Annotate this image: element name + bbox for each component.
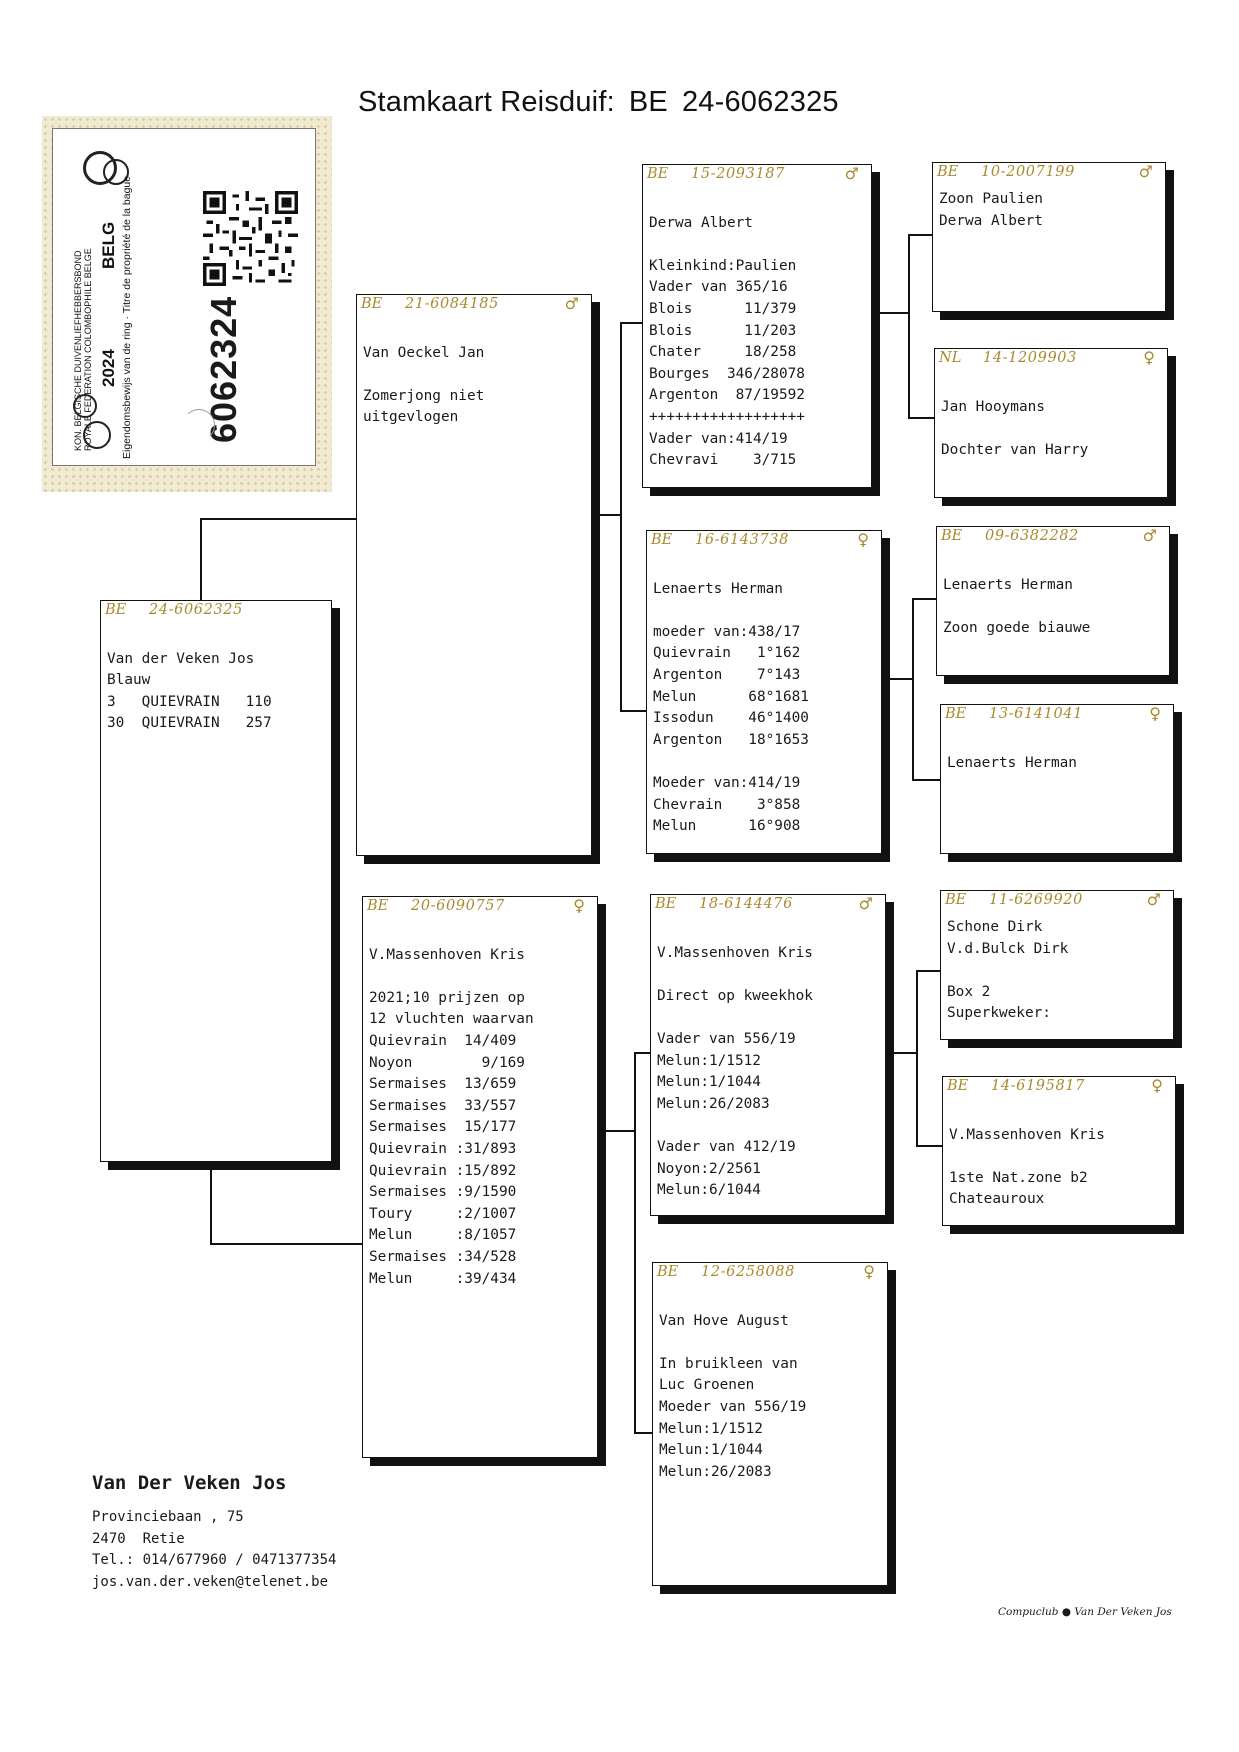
pigeon-note-line: Superkweker:	[947, 1005, 1051, 1022]
connector-line	[620, 710, 646, 712]
pigeon-note-line	[659, 1289, 881, 1311]
pigeon-card-fmf[interactable]	[936, 526, 1170, 676]
pigeon-sex-icon: ♂	[1146, 890, 1161, 909]
pigeon-note-line: Melun :8/1057	[369, 1227, 517, 1244]
pigeon-note-line: Melun :39/434	[369, 1270, 517, 1287]
pigeon-note-line	[949, 1146, 1169, 1168]
pigeon-note-line	[947, 731, 1167, 753]
federation-name-nl: KON. BELGISCHE DUIVENLIEFHEBBERSBOND	[73, 250, 83, 451]
connector-line	[620, 322, 622, 711]
ring-ownership-card	[42, 116, 332, 492]
pigeon-notes	[653, 1285, 887, 1483]
pigeon-ring-number: 14-1209903	[983, 350, 1077, 366]
globe-icon	[103, 159, 129, 185]
pigeon-notes	[647, 553, 881, 838]
pigeon-card-mff[interactable]	[940, 890, 1174, 1040]
pigeon-note-line: Bourges 346/28078	[649, 365, 805, 382]
pigeon-note-line: Vader van:414/19	[649, 430, 788, 447]
pigeon-note-line	[941, 418, 1161, 440]
pigeon-note-line	[657, 1115, 879, 1137]
pigeon-header	[943, 1077, 1175, 1099]
bird-logo-icon	[83, 421, 111, 449]
connector-line	[912, 598, 914, 780]
pigeon-note-line: Blauw	[107, 672, 151, 689]
pigeon-ring-number: 11-6269920	[989, 892, 1083, 908]
pigeon-note-line: Kleinkind:Paulien	[649, 257, 797, 274]
pigeon-ring-number: 24-6062325	[149, 602, 243, 618]
pigeon-note-line: Blois 11/379	[649, 300, 797, 317]
pigeon-notes	[937, 549, 1169, 639]
pigeon-card-mother-father[interactable]	[650, 894, 886, 1216]
pigeon-notes	[941, 727, 1173, 774]
pigeon-note-line: Van der Veken Jos	[107, 650, 255, 667]
pigeon-ring-number: 21-6084185	[405, 296, 499, 312]
pigeon-country: BE	[105, 602, 127, 618]
pigeon-notes	[363, 919, 597, 1290]
pigeon-header	[937, 527, 1169, 549]
connector-line	[634, 1052, 636, 1432]
pigeon-note-line: 3 QUIEVRAIN 110	[107, 693, 272, 710]
connector-line	[880, 312, 910, 314]
pigeon-notes	[643, 187, 871, 472]
pigeon-note-line: Vader van 412/19	[657, 1138, 796, 1155]
pigeon-note-line: Dochter van Harry	[941, 441, 1089, 458]
title-ring: 24-6062325	[681, 86, 839, 118]
pigeon-card-mfm[interactable]	[942, 1076, 1176, 1226]
pigeon-note-line: Chater 18/258	[649, 344, 797, 361]
pigeon-ring-number: 13-6141041	[989, 706, 1083, 722]
pigeon-sex-icon: ♂	[1138, 162, 1153, 181]
pigeon-note-line: Jan Hooymans	[941, 398, 1045, 415]
pigeon-note-line: Luc Groenen	[659, 1377, 755, 1394]
pigeon-note-line: Derwa Albert	[939, 212, 1043, 229]
pigeon-note-line: Zomerjong niet	[363, 387, 485, 404]
pigeon-sex-icon: ♂	[858, 894, 873, 913]
pigeon-sex-icon: ♀	[1151, 1076, 1163, 1095]
pigeon-note-line: Quievrain 14/409	[369, 1032, 517, 1049]
pigeon-note-line: Lenaerts Herman	[943, 576, 1073, 593]
pigeon-notes	[941, 913, 1173, 1025]
pigeon-note-line	[657, 964, 879, 986]
pigeon-sex-icon: ♀	[857, 530, 869, 549]
qr-code-icon	[203, 191, 298, 286]
pigeon-note-line: Argenton 7°143	[653, 666, 801, 683]
pigeon-note-line: V.Massenhoven Kris	[369, 946, 525, 963]
pigeon-note-line: Moeder van 556/19	[659, 1398, 807, 1415]
connector-line	[210, 1243, 362, 1245]
pigeon-note-line: Quievrain 1°162	[653, 645, 801, 662]
pigeon-country: BE	[655, 896, 677, 912]
pigeon-note-line	[369, 923, 591, 945]
pigeon-note-line: Vader van 365/16	[649, 279, 788, 296]
ring-country: BELG	[99, 221, 118, 269]
pigeon-note-line: Zoon goede biauwe	[943, 619, 1091, 636]
pigeon-note-line: Toury :2/1007	[369, 1205, 517, 1222]
pigeon-note-line: In bruikleen van	[659, 1355, 798, 1372]
pigeon-header	[357, 295, 591, 317]
pigeon-note-line: Zoon Paulien	[939, 191, 1043, 207]
pigeon-card-fmm[interactable]	[940, 704, 1174, 854]
pigeon-country: BE	[651, 532, 673, 548]
pigeon-header	[941, 891, 1173, 913]
pigeon-note-line	[943, 553, 1163, 575]
pigeon-country: BE	[947, 1078, 969, 1094]
pigeon-ring-number: 15-2093187	[691, 166, 785, 182]
pigeon-notes	[933, 185, 1165, 232]
pigeon-sex-icon: ♂	[1142, 526, 1157, 545]
pigeon-country: BE	[945, 706, 967, 722]
pigeon-header	[933, 163, 1165, 185]
pigeon-card-father[interactable]	[356, 294, 592, 856]
pigeon-note-line: Melun 68°1681	[653, 688, 809, 705]
owner-address: Provinciebaan , 75	[92, 1508, 244, 1525]
pigeon-header	[363, 897, 597, 919]
pigeon-note-line: Sermaises 33/557	[369, 1097, 517, 1114]
connector-line	[916, 970, 940, 972]
pigeon-sex-icon: ♀	[1149, 704, 1161, 723]
page-title	[358, 86, 839, 119]
pigeon-notes	[943, 1099, 1175, 1211]
pigeon-card-mother[interactable]	[362, 896, 598, 1458]
connector-line	[892, 1052, 918, 1054]
connector-line	[908, 417, 934, 419]
pigeon-header	[647, 531, 881, 553]
pigeon-note-line: V.Massenhoven Kris	[657, 944, 813, 961]
connector-line	[634, 1432, 652, 1434]
pigeon-country: BE	[657, 1264, 679, 1280]
ring-card-number: 6062324	[203, 295, 244, 443]
pigeon-note-line: Sermaises :9/1590	[369, 1184, 517, 1201]
connector-line	[200, 518, 202, 604]
pigeon-note-line	[649, 191, 865, 213]
pigeon-note-line: Chevrain 3°858	[653, 796, 801, 813]
connector-line	[620, 322, 644, 324]
pigeon-country: BE	[945, 892, 967, 908]
owner-phone: Tel.: 014/677960 / 0471377354	[92, 1552, 337, 1569]
connector-line	[908, 234, 932, 236]
pigeon-header	[935, 349, 1167, 371]
pigeon-note-line	[653, 557, 875, 579]
connector-line	[916, 1145, 942, 1147]
pigeon-note-line: Schone Dirk	[947, 919, 1043, 935]
ring-card-inner	[52, 128, 316, 466]
pigeon-header	[101, 601, 331, 623]
pigeon-note-line: Issodun 46°1400	[653, 710, 809, 727]
pigeon-ring-number: 09-6382282	[985, 528, 1079, 544]
pigeon-notes	[101, 623, 331, 735]
pigeon-note-line	[657, 1007, 879, 1029]
pigeon-ring-number: 16-6143738	[695, 532, 789, 548]
pigeon-note-line: Melun:1/1044	[657, 1074, 761, 1091]
pigeon-header	[651, 895, 885, 917]
pigeon-note-line: V.d.Bulck Dirk	[947, 940, 1069, 957]
pigeon-country: BE	[937, 164, 959, 180]
pigeon-note-line: Melun:1/1512	[659, 1420, 763, 1437]
card-punch-hole	[183, 409, 215, 441]
pigeon-sex-icon: ♀	[863, 1262, 875, 1281]
pigeon-header	[653, 1263, 887, 1285]
pigeon-note-line	[649, 234, 865, 256]
pigeon-note-line	[363, 321, 585, 343]
pigeon-note-line: ++++++++++++++++++	[649, 408, 805, 425]
pigeon-sex-icon: ♀	[1143, 348, 1155, 367]
pigeon-ring-number: 10-2007199	[981, 164, 1075, 180]
pigeon-note-line: Chevravi 3/715	[649, 452, 797, 469]
connector-line	[912, 598, 936, 600]
pigeon-card-fff[interactable]	[932, 162, 1166, 312]
pigeon-header	[643, 165, 871, 187]
pigeon-card-mother-mother[interactable]	[652, 1262, 888, 1586]
pigeon-note-line: Quievrain :31/893	[369, 1140, 517, 1157]
pigeon-note-line: 1ste Nat.zone b2	[949, 1169, 1088, 1186]
pigeon-note-line: 30 QUIEVRAIN 257	[107, 715, 272, 732]
pigeon-note-line	[653, 600, 875, 622]
pigeon-note-line: Direct op kweekhok	[657, 987, 813, 1004]
pigeon-country: BE	[367, 898, 389, 914]
pigeon-note-line: Melun:26/2083	[659, 1463, 772, 1480]
owner-email[interactable]: jos.van.der.veken@telenet.be	[92, 1574, 329, 1591]
pigeon-note-line	[107, 627, 325, 649]
pigeon-note-line	[943, 596, 1163, 618]
connector-line	[888, 678, 914, 680]
pigeon-ring-number: 14-6195817	[991, 1078, 1085, 1094]
pigeon-note-line: Box 2	[947, 983, 991, 1000]
connector-line	[596, 514, 620, 516]
ownership-text: Eigendomsbewijs van de ring · Titre de propriété de la bague	[121, 175, 133, 459]
pigeon-card-main[interactable]	[100, 600, 332, 1162]
pigeon-sex-icon: ♂	[844, 164, 859, 183]
pigeon-note-line: Melun:6/1044	[657, 1182, 761, 1199]
pigeon-note-line: Sermaises :34/528	[369, 1248, 517, 1265]
pigeon-note-line: Van Oeckel Jan	[363, 344, 485, 361]
pigeon-note-line: Melun:26/2083	[657, 1095, 770, 1112]
pigeon-note-line: Argenton 87/19592	[649, 387, 805, 404]
pigeon-note-line: moeder van:438/17	[653, 623, 801, 640]
pigeon-note-line: 2021;10 prijzen op	[369, 989, 525, 1006]
pigeon-country: BE	[941, 528, 963, 544]
pigeon-note-line: uitgevlogen	[363, 409, 459, 426]
pigeon-note-line	[653, 751, 875, 773]
pigeon-sex-icon: ♀	[573, 896, 585, 915]
pigeon-note-line: 12 vluchten waarvan	[369, 1011, 534, 1028]
pigeon-note-line	[941, 375, 1161, 397]
title-prefix: Stamkaart Reisduif:	[358, 86, 615, 118]
connector-line	[210, 1162, 212, 1244]
pigeon-notes	[651, 917, 885, 1202]
pigeon-note-line: Van Hove August	[659, 1312, 789, 1329]
pigeon-note-line: Sermaises 13/659	[369, 1076, 517, 1093]
pigeon-note-line: Blois 11/203	[649, 322, 797, 339]
title-country: BE	[628, 86, 668, 118]
owner-city: 2470 Retie	[92, 1530, 185, 1547]
pigeon-ring-number: 18-6144476	[699, 896, 793, 912]
owner-info	[92, 1473, 336, 1594]
connector-line	[912, 779, 940, 781]
pigeon-note-line: Sermaises 15/177	[369, 1119, 517, 1136]
pigeon-note-line: Melun 16°908	[653, 818, 801, 835]
owner-name: Van Der Veken Jos	[92, 1472, 287, 1494]
pigeon-note-line: Moeder van:414/19	[653, 774, 801, 791]
pigeon-note-line: Vader van 556/19	[657, 1030, 796, 1047]
pigeon-note-line	[657, 921, 879, 943]
pigeon-note-line: Melun:1/1044	[659, 1442, 763, 1459]
footer-credit: Compuclub ● Van Der Veken Jos	[998, 1606, 1172, 1618]
pigeon-note-line: V.Massenhoven Kris	[949, 1126, 1105, 1143]
pigeon-note-line: Lenaerts Herman	[653, 580, 783, 597]
pigeon-ring-number: 20-6090757	[411, 898, 505, 914]
pigeon-sex-icon: ♂	[564, 294, 579, 313]
pigeon-note-line: Melun:1/1512	[657, 1052, 761, 1069]
pigeon-note-line: Noyon 9/169	[369, 1054, 525, 1071]
connector-line	[200, 518, 356, 520]
pigeon-note-line: Chateauroux	[949, 1191, 1045, 1208]
pigeon-card-father-mother[interactable]	[646, 530, 882, 854]
pigeon-country: NL	[939, 350, 962, 366]
connector-line	[908, 234, 910, 418]
pigeon-note-line	[363, 364, 585, 386]
pigeon-card-ffm[interactable]	[934, 348, 1168, 498]
federation-logo-icon	[73, 394, 97, 418]
pigeon-note-line	[369, 966, 591, 988]
pigeon-note-line: Argenton 18°1653	[653, 731, 809, 748]
pigeon-note-line	[659, 1332, 881, 1354]
connector-line	[600, 1130, 636, 1132]
ring-year: 2024	[99, 349, 118, 387]
connector-line	[634, 1052, 650, 1054]
pigeon-note-line	[947, 960, 1167, 982]
connector-line	[916, 970, 918, 1146]
pigeon-note-line: Lenaerts Herman	[947, 754, 1077, 771]
pigeon-note-line: Noyon:2/2561	[657, 1160, 761, 1177]
federation-name-fr: ROYALE FEDERATION COLOMBOPHILE BELGE	[83, 248, 93, 451]
pigeon-note-line	[949, 1103, 1169, 1125]
pigeon-note-line: Derwa Albert	[649, 214, 753, 231]
pigeon-country: BE	[647, 166, 669, 182]
pigeon-header	[941, 705, 1173, 727]
pigeon-notes	[357, 317, 591, 429]
pigeon-notes	[935, 371, 1167, 461]
pigeon-country: BE	[361, 296, 383, 312]
pigeon-ring-number: 12-6258088	[701, 1264, 795, 1280]
pigeon-card-father-father[interactable]	[642, 164, 872, 488]
pigeon-note-line: Quievrain :15/892	[369, 1162, 517, 1179]
